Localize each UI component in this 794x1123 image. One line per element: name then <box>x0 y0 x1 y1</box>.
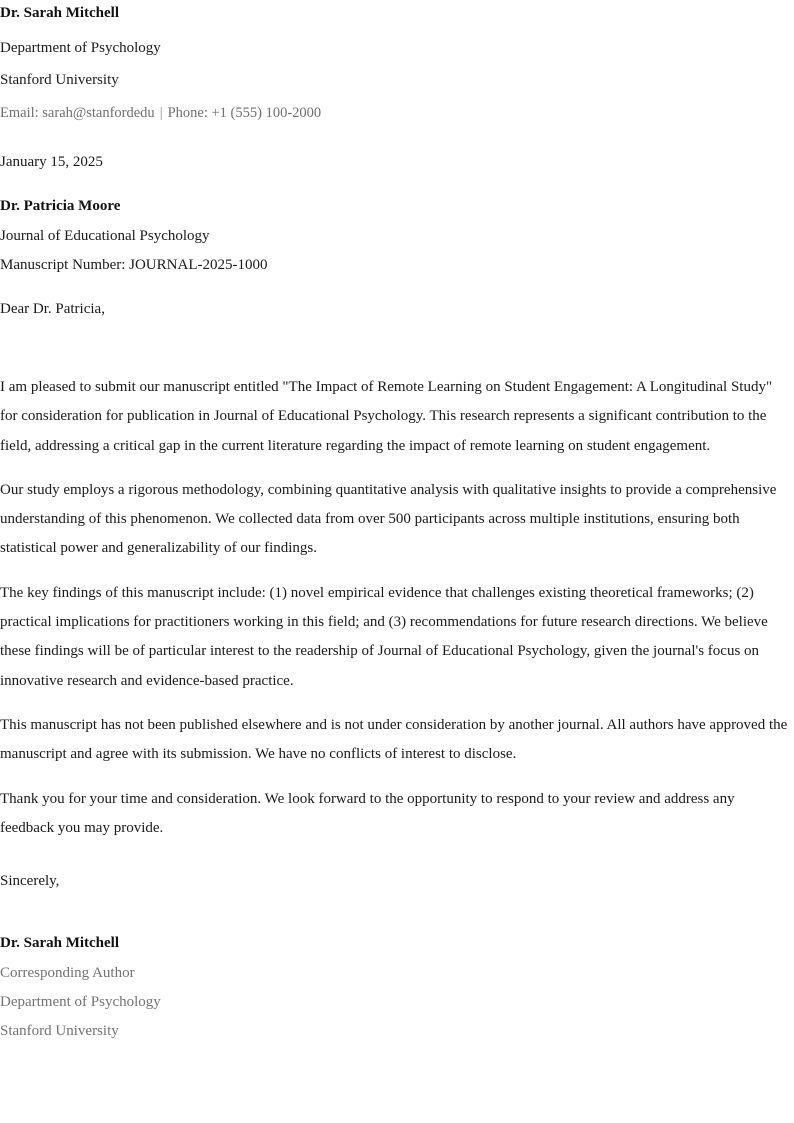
signature-role: Corresponding Author <box>0 965 135 982</box>
sender-department: Department of Psychology <box>0 40 161 56</box>
sender-name: Dr. Sarah Mitchell <box>0 5 120 21</box>
sender-institution: Stanford University <box>0 72 119 88</box>
recipient-block <box>0 197 790 275</box>
recipient-name: Dr. Patricia Moore <box>0 198 121 214</box>
recipient-journal: Journal of Educational Psychology <box>0 228 210 244</box>
sender-header <box>0 4 790 123</box>
letter-body <box>0 373 790 843</box>
signature-institution: Stanford University <box>0 1023 119 1040</box>
body-paragraph-4: This manuscript has not been published elsewhere and is not under consideration by another journal. All authors have approved the manuscript and agree with its submission. We have no conflicts of interest to disclose. <box>0 716 788 763</box>
signature-block <box>0 934 790 1041</box>
sender-email: Email: sarah@stanfordedu <box>0 105 155 121</box>
letter-date: January 15, 2025 <box>0 154 103 170</box>
body-paragraph-3: The key findings of this manuscript include: (1) novel empirical evidence that challenges existing theoretical frameworks; (2) practical implications for practitioners working in this field; and (3) recommendations for future research directions. We believe these findings will be of particular interest to the readership of Journal of Educational Psychology, given the journal's focus on innovative research and evidence-based practice. <box>0 584 768 689</box>
sender-phone: Phone: +1 (555) 100-2000 <box>167 105 322 121</box>
signature-name: Dr. Sarah Mitchell <box>0 935 120 952</box>
closing-line: Sincerely, <box>0 873 60 890</box>
sender-contact-line <box>0 103 790 123</box>
body-paragraph-1: I am pleased to submit our manuscript entitled "The Impact of Remote Learning on Student Engagement: A Longitudinal Study" for consideration for publication in Journal of Educational Psychology. This research represents a significant contribution to the field, addressing a critical gap in the current literature regarding the impact of remote learning on student engagement. <box>0 379 773 454</box>
body-paragraph-5: Thank you for your time and consideration. We look forward to the opportunity to respond to your review and address any feedback you may provide. <box>0 790 735 836</box>
salutation: Dear Dr. Patricia, <box>0 301 105 317</box>
contact-separator: | <box>159 105 163 121</box>
manuscript-number: Manuscript Number: JOURNAL-2025-1000 <box>0 257 268 273</box>
signature-department: Department of Psychology <box>0 994 161 1011</box>
body-paragraph-2: Our study employs a rigorous methodology, combining quantitative analysis with qualitative insights to provide a comprehensive understanding of this phenomenon. We collected data from over 500 participants across multiple institutions, ensuring both statistical power and generalizability of our findings. <box>0 481 777 557</box>
